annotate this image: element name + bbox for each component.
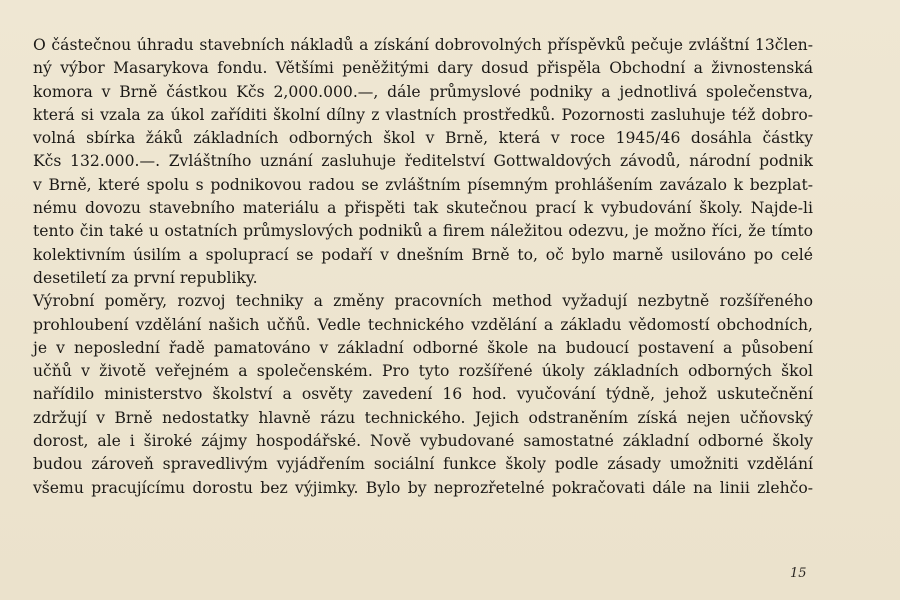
text-line: nařídilo ministerstvo školství a osvěty zavedení 16 hod. vyučování týdně, jehož uskutečnění: [33, 385, 813, 404]
text-line: tento čin také u ostatních průmyslových podniků a firem náležitou odezvu, je možno říci, že tímto: [33, 222, 813, 241]
paragraph-1: [33, 34, 813, 290]
text-line: která si vzala za úkol zaříditi školní dílny z vlastních prostředků. Pozornosti zasluhuje též dobro-: [33, 105, 813, 124]
text-line: učňů v životě veřejném a společenském. Pro tyto rozšířené úkoly základních odborných škol: [33, 362, 813, 381]
text-line: zdržují v Brně nedostatky hlavně rázu technického. Jejich odstraněním získá nejen učňovský: [33, 408, 813, 427]
text-line: v Brně, které spolu s podnikovou radou se zvláštním písemným prohlášením zavázalo k bezplat-: [33, 175, 813, 194]
text-line: Kčs 132.000.—. Zvláštního uznání zasluhuje ředitelství Gottwaldových závodů, národní podnik: [33, 152, 813, 171]
paragraph-2: [33, 290, 813, 500]
text-line: všemu pracujícímu dorostu bez výjimky. Bylo by neprozřetelné pokračovati dále na linii zlehčo-: [33, 478, 813, 497]
text-line: je v neposlední řadě pamatováno v základní odborné škole na budoucí postavení a působení: [33, 338, 813, 357]
body-text: [33, 34, 813, 500]
text-line: desetiletí za první republiky.: [33, 268, 258, 287]
text-line: nému dovozu stavebního materiálu a přispěti tak skutečnou prací k vybudování školy. Najde-li: [33, 199, 813, 218]
text-line: kolektivním úsilím a spoluprací se podaří v dnešním Brně to, oč bylo marně usilováno po celé: [33, 245, 813, 264]
text-line: dorost, ale i široké zájmy hospodářské. Nově vybudované samostatné základní odborné školy: [33, 432, 813, 451]
text-line: prohloubení vzdělání našich učňů. Vedle technického vzdělání a základu vědomostí obchodních,: [33, 315, 813, 334]
text-line: budou zároveň spravedlivým vyjádřením sociální funkce školy podle zásady umožniti vzdělání: [33, 455, 813, 474]
text-line: O částečnou úhradu stavebních nákladů a získání dobrovolných příspěvků pečuje zvláštní 13člen-: [33, 36, 813, 54]
text-line: ný výbor Masarykova fondu. Většími peněžitými dary dosud přispěla Obchodní a živnostenská: [33, 59, 813, 78]
text-line: volná sbírka žáků základních odborných škol v Brně, která v roce 1945/46 dosáhla částky: [33, 129, 813, 148]
page-number: 15: [790, 566, 807, 581]
text-line: Výrobní poměry, rozvoj techniky a změny pracovních method vyžadují nezbytně rozšířeného: [33, 292, 813, 311]
text-line: komora v Brně částkou Kčs 2,000.000.—, dále průmyslové podniky a jednotlivá společenstva,: [33, 82, 813, 101]
